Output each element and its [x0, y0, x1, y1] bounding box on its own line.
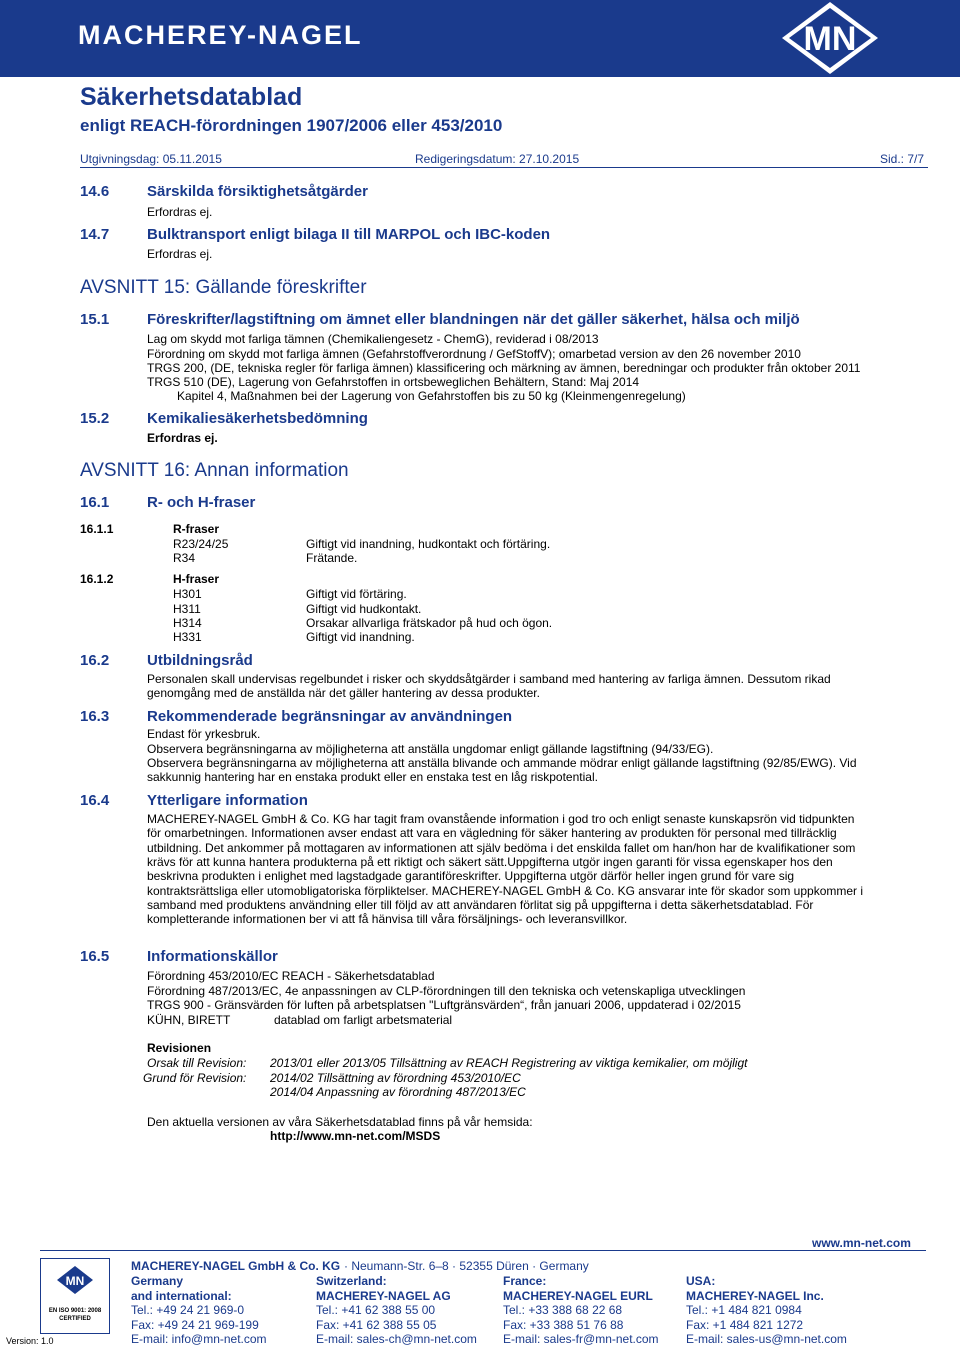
- iso-badge-text: EN ISO 9001: 2008 CERTIFIED: [48, 1308, 102, 1322]
- section-16-3-line: Endast för yrkesbruk.: [147, 727, 261, 741]
- iso-certificate-badge: [40, 1258, 110, 1334]
- section-16-4-line: kompletterande informationen ber vi att få hänvisa till våra försäljnings- och leveransvillkor.: [147, 912, 628, 926]
- section-16-5-line: Förordning 453/2010/EC REACH - Säkerhetsdatablad: [147, 969, 435, 983]
- r-phrase-desc: Frätande.: [306, 551, 358, 565]
- section-16-3-line: Observera begränsningarna av möjligheterna att anställa ungdomar enligt gällande lagstiftning (94/33/EG).: [147, 742, 714, 756]
- h-phrase-desc: Giftigt vid inandning.: [306, 630, 415, 644]
- avsnitt-16-heading: AVSNITT 16: Annan information: [80, 460, 349, 481]
- section-15-1-title: Föreskrifter/lagstiftning om ämnet eller blandningen när det gäller säkerhet, hälsa och miljö: [147, 311, 800, 328]
- section-16-1-num: 16.1: [80, 494, 110, 511]
- grund-line-1: 2014/02 Tillsättning av förordning 453/2010/EC: [270, 1071, 521, 1085]
- grund-line-2: 2014/04 Anpassning av förordning 487/2013/EC: [270, 1085, 526, 1099]
- orsak-text: 2013/01 eller 2013/05 Tillsättning av REACH Registrering av viktiga kemikalier, om möjligt: [270, 1056, 748, 1070]
- h-phrase-code: H331: [173, 630, 202, 644]
- footer-contact-switzerland: Switzerland: MACHEREY-NAGEL AG Tel.: +41 62 388 55 00 Fax: +41 62 388 55 05 E-mail: sales-ch@mn-net.com: [316, 1274, 477, 1346]
- section-16-4-title: Ytterligare information: [147, 792, 308, 809]
- r-phrase-code: R23/24/25: [173, 537, 229, 551]
- footer-company: MACHEREY-NAGEL GmbH & Co. KG: [131, 1259, 341, 1273]
- h-phrase-code: H301: [173, 587, 202, 601]
- section-15-1-line: Lag om skydd mot farliga tämnen (Chemikaliengesetz - ChemG), reviderad i 08/2013: [147, 332, 599, 346]
- msds-link[interactable]: http://www.mn-net.com/MSDS: [270, 1129, 441, 1143]
- brand-name: MACHEREY-NAGEL: [78, 20, 363, 50]
- footer-contact-france: France: MACHEREY-NAGEL EURL Tel.: +33 388 68 22 68 Fax: +33 388 51 76 88 E-mail: sales-fr@mn-net.com: [503, 1274, 659, 1346]
- page-number: Sid.: 7/7: [880, 152, 925, 166]
- section-16-5-title: Informationskällor: [147, 948, 278, 965]
- section-16-1-1-title: R-fraser: [173, 522, 220, 536]
- section-16-3-title: Rekommenderade begränsningar av användningen: [147, 708, 513, 725]
- header-rule: [80, 167, 928, 168]
- section-16-2-title: Utbildningsråd: [147, 652, 253, 669]
- footer-rule: [40, 1250, 926, 1251]
- section-16-5-line: TRGS 900 - Gränsvärden för luften på arbetsplatsen "Luftgränsvärden“, från januari 2006, uppdaterad i 02/2015: [147, 998, 741, 1012]
- version-label: Version: 1.0: [6, 1336, 54, 1346]
- section-16-1-1-num: 16.1.1: [80, 522, 114, 536]
- section-15-1-num: 15.1: [80, 311, 110, 328]
- section-15-1-indent-line: Kapitel 4, Maßnahmen bei der Lagerung von Gefahrstoffen bis zu 50 kg (Kleinmengenregelung): [177, 389, 686, 403]
- footer-contact-germany: Germany and international: Tel.: +49 24 21 969-0 Fax: +49 24 21 969-199 E-mail: info@mn-net.com: [131, 1274, 267, 1346]
- section-16-3-line: sakkunnig hantering har en enstaka produkt eller en enstaka test en låg riskpotential.: [147, 770, 598, 784]
- revision-date: Redigeringsdatum: 27.10.2015: [415, 152, 580, 166]
- grund-label: Grund för Revision:: [143, 1071, 247, 1085]
- logo-text: MN: [803, 20, 857, 58]
- issue-date: Utgivningsdag: 05.11.2015: [80, 152, 222, 166]
- section-16-3-line: Observera begränsningarna av möjligheterna att anställa blivande och ammande mödrar enligt gällande lagstiftning (92/85/EWG). Vid: [147, 756, 857, 770]
- section-15-2-text: Erfordras ej.: [147, 431, 218, 445]
- footer-address: · Neumann-Str. 6–8 · 52355 Düren · Germany: [344, 1259, 589, 1273]
- section-16-4-line: utbildning. Det ankommer på mottagaren av informationen att själv bedöma i det enskilda fallet om han/hon har de kvalifikationer som: [147, 841, 856, 855]
- section-14-7-num: 14.7: [80, 226, 110, 243]
- kuhn-name: KÜHN, BIRETT: [147, 1013, 231, 1027]
- doc-title: Säkerhetsdatablad: [80, 83, 303, 111]
- section-16-4-line: för omarbetningen. Informationen avser endast att vara en vägledning för säker hantering av produkten för personal med tillräcklig: [147, 826, 837, 840]
- footer-contact-usa: USA: MACHEREY-NAGEL Inc. Tel.: +1 484 821 0984 Fax: +1 484 821 1272 E-mail: sales-us@mn-net.com: [686, 1274, 847, 1346]
- doc-subtitle: enligt REACH-förordningen 1907/2006 eller 453/2010: [80, 116, 503, 135]
- section-16-4-line: MACHEREY-NAGEL GmbH & Co. KG har tagit fram ovanstående information i god tro och enligt senaste kunskapsrön vid tidpunkten: [147, 812, 855, 826]
- h-phrase-desc: Orsakar allvarliga frätskador på hud och ögon.: [306, 616, 553, 630]
- mn-logo-icon: [774, 0, 886, 76]
- r-phrase-desc: Giftigt vid inandning, hudkontakt och förtäring.: [306, 537, 551, 551]
- r-phrase-code: R34: [173, 551, 196, 565]
- section-16-1-2-num: 16.1.2: [80, 572, 114, 586]
- revisionen-heading: Revisionen: [147, 1041, 212, 1055]
- section-15-1-line: TRGS 200, (DE, tekniska regler för farliga ämnen) klassificering och märkning av ämnen, beredningar och produkter från oktober 2011: [147, 361, 861, 375]
- section-14-6-text: Erfordras ej.: [147, 205, 213, 219]
- section-15-2-num: 15.2: [80, 410, 110, 427]
- section-16-1-title: R- och H-fraser: [147, 494, 256, 511]
- iso-badge-logo-icon: [55, 1265, 95, 1295]
- section-16-5-line: Förordning 487/2013/EC, 4e anpassningen av CLP-förordningen till den tekniska och vetenskapliga utvecklingen: [147, 984, 746, 998]
- section-14-7-title: Bulktransport enligt bilaga II till MARPOL och IBC-koden: [147, 226, 551, 243]
- orsak-label: Orsak till Revision:: [147, 1056, 247, 1070]
- section-15-2-title: Kemikaliesäkerhetsbedömning: [147, 410, 368, 427]
- section-16-1-2-title: H-fraser: [173, 572, 220, 586]
- section-16-4-line: krävs för att kunna hantera produkterna på ett riktigt och säkert sätt.Uppgifterna utgör ingen garanti för vissa egenskaper hos den: [147, 855, 833, 869]
- section-15-1-line: Förordning om skydd mot farliga ämnen (Gefahrstoffverordnung / GefStoffV); omarbetad version av den 26 november 2010: [147, 347, 801, 361]
- avsnitt-15-heading: AVSNITT 15: Gällande föreskrifter: [80, 277, 367, 298]
- section-16-2-num: 16.2: [80, 652, 110, 669]
- section-16-5-num: 16.5: [80, 948, 110, 965]
- kuhn-text: datablad om farligt arbetsmaterial: [274, 1013, 453, 1027]
- h-phrase-desc: Giftigt vid förtäring.: [306, 587, 407, 601]
- section-14-6-title: Särskilda försiktighetsåtgärder: [147, 183, 368, 200]
- h-phrase-desc: Giftigt vid hudkontakt.: [306, 602, 422, 616]
- section-15-1-line: TRGS 510 (DE), Lagerung von Gefahrstoffen in ortsbeweglichen Behältern, Stand: Maj 2014: [147, 375, 640, 389]
- h-phrase-code: H311: [173, 602, 201, 616]
- section-16-4-line: beskrivna produkten i enlighet med lagstadgade garantiföreskrifter. Uppgifterna utgör därför heller ingen grund för vare sig: [147, 869, 795, 883]
- section-16-3-num: 16.3: [80, 708, 110, 725]
- section-16-4-num: 16.4: [80, 792, 110, 809]
- footer-website[interactable]: www.mn-net.com: [812, 1236, 911, 1250]
- svg-text:MN: MN: [65, 1274, 85, 1288]
- h-phrase-code: H314: [173, 616, 202, 630]
- section-14-7-text: Erfordras ej.: [147, 247, 213, 261]
- section-14-6-num: 14.6: [80, 183, 110, 200]
- section-16-4-line: samband med produktens användning eller till följd av att användaren förlitat sig på uppgifterna i detta säkerhetsdatablad. För: [147, 898, 814, 912]
- section-16-4-line: kontraktsrättsliga eller utomobligatoriska förpliktelser. MACHEREY-NAGEL GmbH & Co. KG ansvarar inte för skador som uppkommer i: [147, 884, 864, 898]
- closing-text: Den aktuella versionen av våra Säkerhetsdatablad finns på vår hemsida:: [147, 1115, 533, 1129]
- section-16-2-line: genomgång med de anställda när det gäller hantering av dessa produkter.: [147, 686, 540, 700]
- section-16-2-line: Personalen skall undervisas regelbundet i risker och skyddsåtgärder i samband med hantering av farliga ämnen. Dessutom rikad: [147, 672, 831, 686]
